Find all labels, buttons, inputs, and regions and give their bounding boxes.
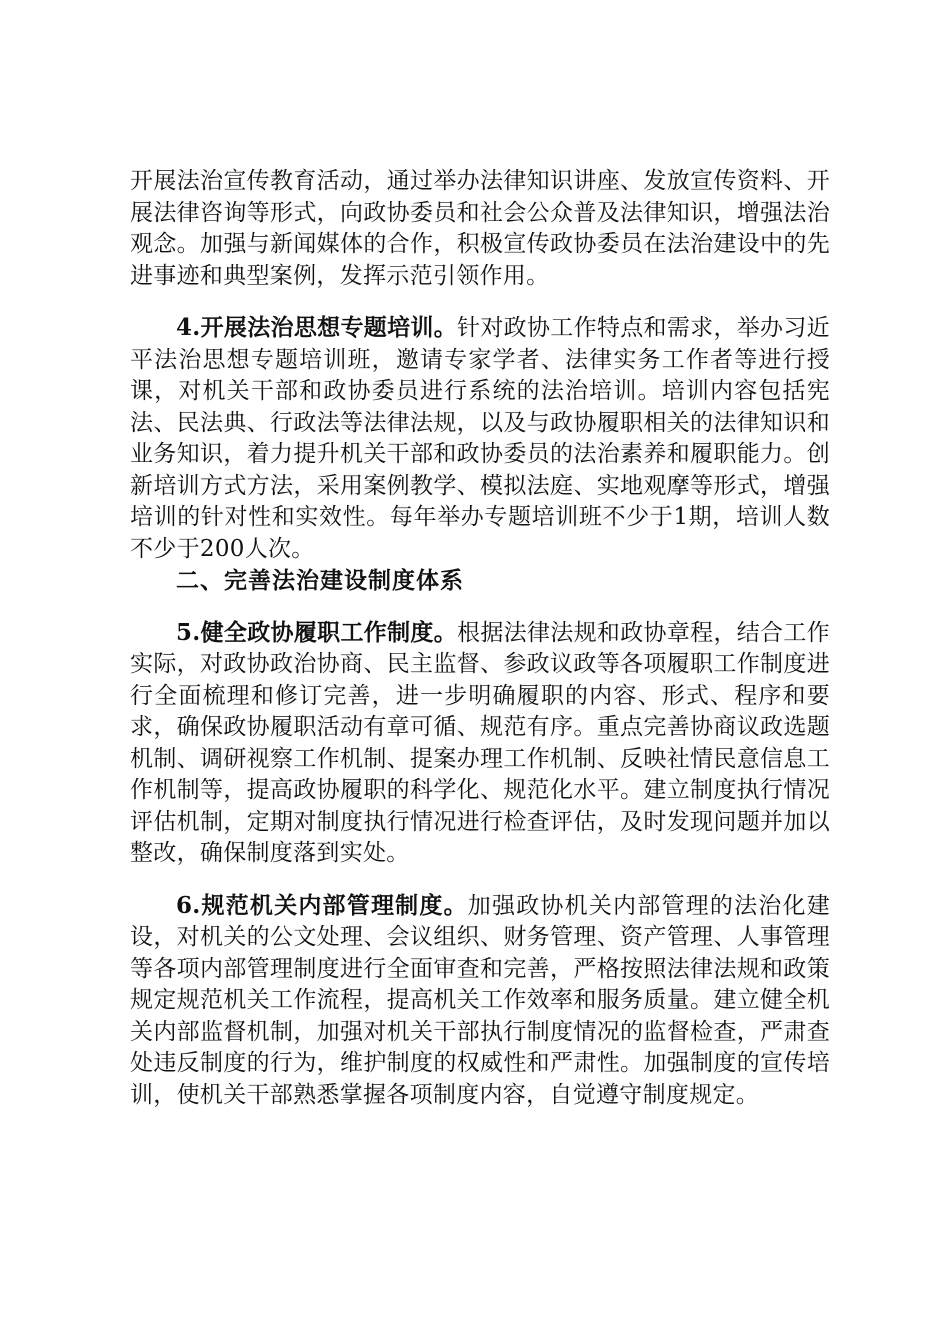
section-2-heading: 二、完善法治建设制度体系 — [176, 567, 464, 594]
item-4-body: 针对政协工作特点和需求，举办习近平法治思想专题培训班，邀请专家学者、法律实务工作者等进行授课，对机关干部和政协委员进行系统的法治培训。培训内容包括宪法、民法典、行政法等法律法规，以及与政协履职相关的法律知识和业务知识，着力提升机关干部和政协委员的法治素养和履职能力。创新培训方式方法，采用案例教学、模拟法庭、实地观摩等形式，增强培训的针对性和实效性。每年举办专题培训班不少于1期，培训人数不少于200人次。 — [130, 315, 830, 562]
paragraph-item-5 — [130, 617, 830, 870]
item-4-lead: 4.开展法治思想专题培训。 — [176, 314, 458, 341]
paragraph-item-6 — [130, 890, 830, 1112]
paragraph-item-4 — [130, 312, 830, 565]
item-5-body: 根据法律法规和政协章程，结合工作实际，对政协政治协商、民主监督、参政议政等各项履职工作制度进行全面梳理和修订完善，进一步明确履职的内容、形式、程序和要求，确保政协履职活动有章可循、规范有序。重点完善协商议政选题机制、调研视察工作机制、提案办理工作机制、反映社情民意信息工作机制等，提高政协履职的科学化、规范化水平。建立制度执行情况评估机制，定期对制度执行情况进行检查评估，及时发现问题并加以整改，确保制度落到实处。 — [130, 619, 830, 866]
item-6-body: 加强政协机关内部管理的法治化建设，对机关的公文处理、会议组织、财务管理、资产管理、人事管理等各项内部管理制度进行全面审查和完善，严格按照法律法规和政策规定规范机关工作流程，提高机关工作效率和服务质量。建立健全机关内部监督机制，加强对机关干部执行制度情况的监督检查，严肃查处违反制度的行为，维护制度的权威性和严肃性。加强制度的宣传培训，使机关干部熟悉掌握各项制度内容，自觉遵守制度规定。 — [130, 892, 830, 1108]
item-5-lead: 5.健全政协履职工作制度。 — [176, 618, 458, 646]
document-body — [130, 166, 830, 1111]
item-6-lead: 6.规范机关内部管理制度。 — [176, 891, 468, 919]
paragraph-continuation: 开展法治宣传教育活动，通过举办法律知识讲座、发放宣传资料、开展法律咨询等形式，向政协委员和社会公众普及法律知识，增强法治观念。加强与新闻媒体的合作，积极宣传政协委员在法治建设中的先进事迹和典型案例，发挥示范引领作用。 — [130, 168, 830, 289]
